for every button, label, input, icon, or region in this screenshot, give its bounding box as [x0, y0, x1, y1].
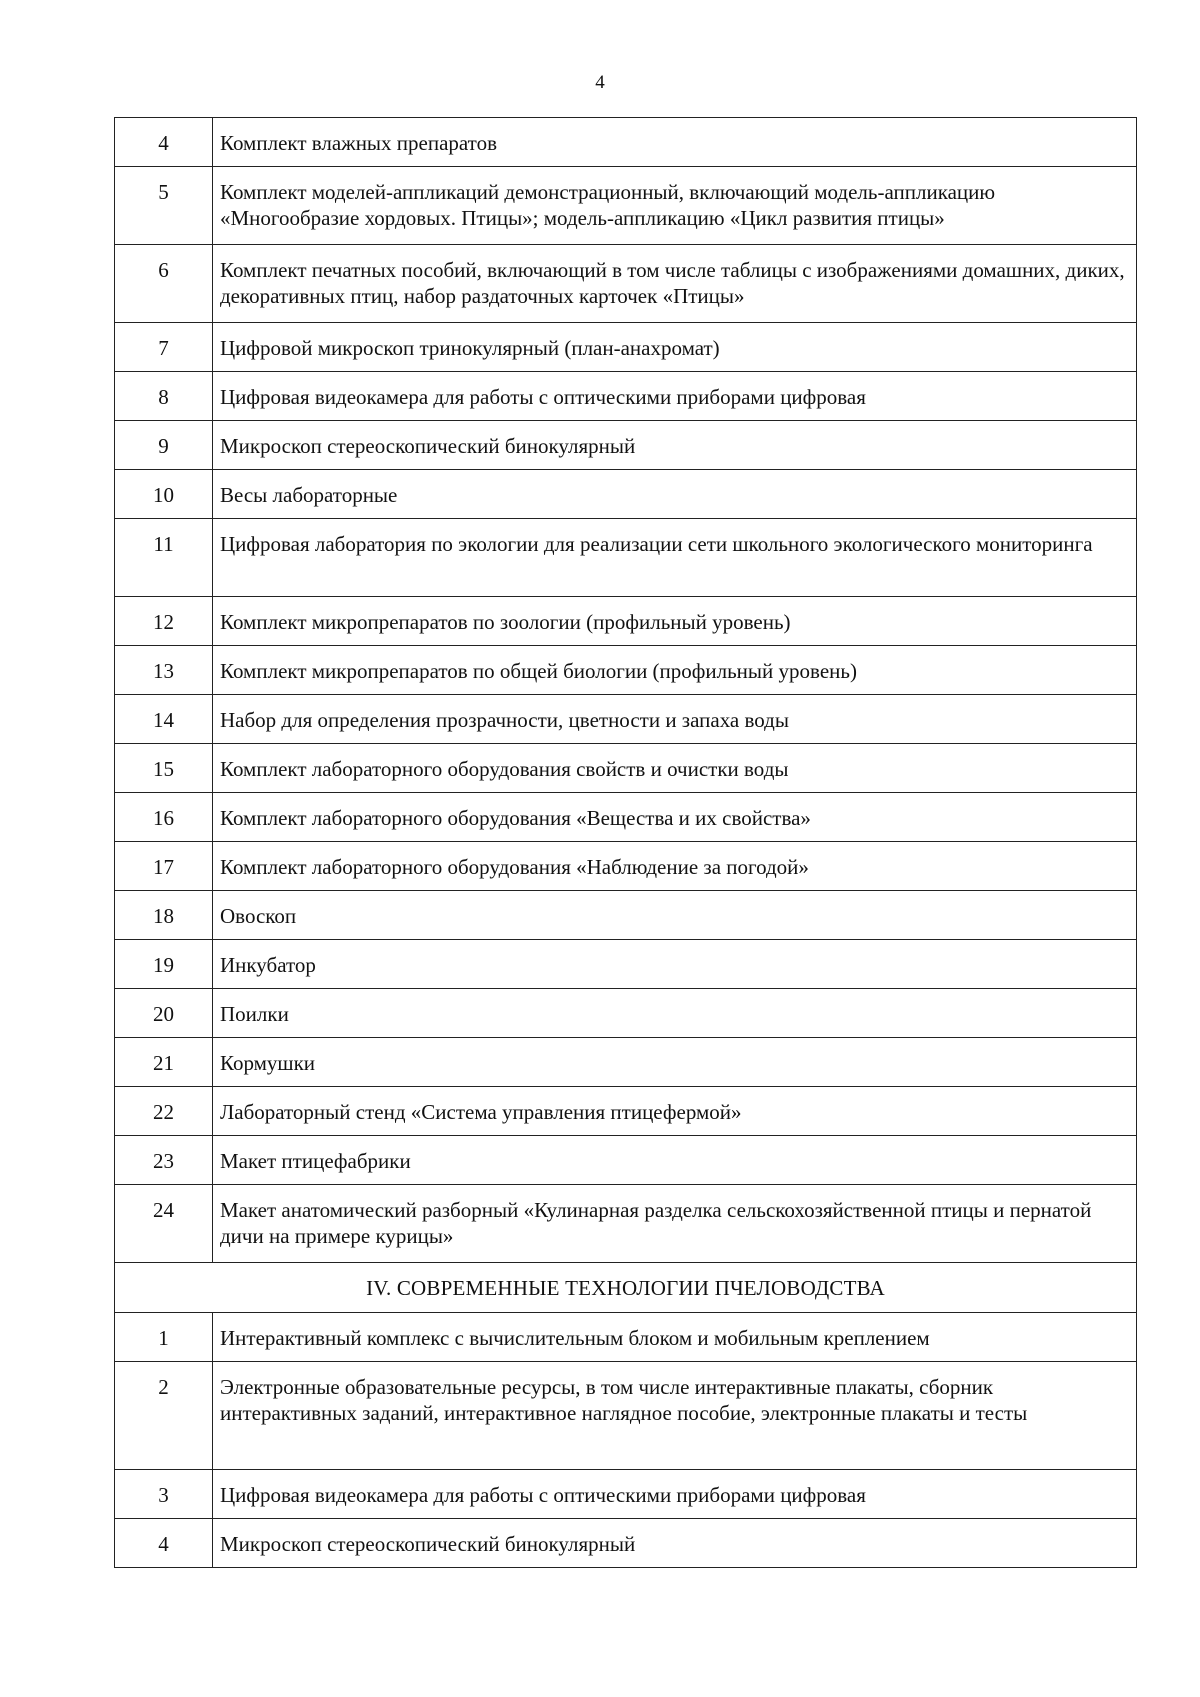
page-number: 4: [595, 72, 605, 93]
table-row: [115, 118, 1137, 167]
table-row: [115, 891, 1137, 940]
table-row: [115, 1038, 1137, 1087]
row-number: 13: [115, 646, 213, 695]
item-name: Комплект микропрепаратов по зоологии (профильный уровень): [213, 597, 1137, 646]
row-number: 5: [115, 167, 213, 245]
item-name: Комплект влажных препаратов: [213, 118, 1137, 167]
equipment-table: [114, 117, 1137, 1568]
table-row: [115, 470, 1137, 519]
item-name: Комплект печатных пособий, включающий в том числе таблицы с изображениями домашних, диких, декоративных птиц, набор раздаточных карточек «Птицы»: [213, 245, 1137, 323]
table-row: [115, 646, 1137, 695]
item-name: Инкубатор: [213, 940, 1137, 989]
row-number: 23: [115, 1136, 213, 1185]
table-row: [115, 323, 1137, 372]
row-number: 15: [115, 744, 213, 793]
item-name: Комплект микропрепаратов по общей биологии (профильный уровень): [213, 646, 1137, 695]
row-number: 9: [115, 421, 213, 470]
row-number: 20: [115, 989, 213, 1038]
table-row: [115, 1470, 1137, 1519]
row-number: 24: [115, 1185, 213, 1263]
item-name: Поилки: [213, 989, 1137, 1038]
item-name: Цифровая лаборатория по экологии для реализации сети школьного экологического мониторинга: [213, 519, 1137, 597]
item-name: Макет птицефабрики: [213, 1136, 1137, 1185]
item-name: Интерактивный комплекс с вычислительным блоком и мобильным креплением: [213, 1313, 1137, 1362]
row-number: 10: [115, 470, 213, 519]
table-row: [115, 1136, 1137, 1185]
item-name: Комплект моделей-аппликаций демонстрационный, включающий модель-аппликацию «Многообразие хордовых. Птицы»; модель-аппликацию «Цикл развития птицы»: [213, 167, 1137, 245]
item-name: Комплект лабораторного оборудования свойств и очистки воды: [213, 744, 1137, 793]
row-number: 18: [115, 891, 213, 940]
table-row: [115, 989, 1137, 1038]
item-name: Комплект лабораторного оборудования «Вещества и их свойства»: [213, 793, 1137, 842]
row-number: 7: [115, 323, 213, 372]
table-row: [115, 842, 1137, 891]
table-row: [115, 1313, 1137, 1362]
table-row: [115, 1362, 1137, 1470]
item-name: Овоскоп: [213, 891, 1137, 940]
section-heading-row: [115, 1263, 1137, 1313]
item-name: Цифровая видеокамера для работы с оптическими приборами цифровая: [213, 372, 1137, 421]
table-row: [115, 940, 1137, 989]
row-number: 12: [115, 597, 213, 646]
item-name: Микроскоп стереоскопический бинокулярный: [213, 1519, 1137, 1568]
section-heading: IV. СОВРЕМЕННЫЕ ТЕХНОЛОГИИ ПЧЕЛОВОДСТВА: [115, 1263, 1137, 1313]
row-number: 14: [115, 695, 213, 744]
row-number: 11: [115, 519, 213, 597]
row-number: 4: [115, 118, 213, 167]
row-number: 22: [115, 1087, 213, 1136]
table-row: [115, 167, 1137, 245]
item-name: Кормушки: [213, 1038, 1137, 1087]
item-name: Цифровая видеокамера для работы с оптическими приборами цифровая: [213, 1470, 1137, 1519]
item-name: Микроскоп стереоскопический бинокулярный: [213, 421, 1137, 470]
row-number: 4: [115, 1519, 213, 1568]
row-number: 2: [115, 1362, 213, 1470]
table-row: [115, 1185, 1137, 1263]
table-row: [115, 519, 1137, 597]
row-number: 1: [115, 1313, 213, 1362]
table-row: [115, 695, 1137, 744]
row-number: 17: [115, 842, 213, 891]
row-number: 21: [115, 1038, 213, 1087]
table-row: [115, 421, 1137, 470]
table-row: [115, 597, 1137, 646]
row-number: 16: [115, 793, 213, 842]
item-name: Электронные образовательные ресурсы, в том числе интерактивные плакаты, сборник интерактивных заданий, интерактивное наглядное пособие, электронные плакаты и тесты: [213, 1362, 1137, 1470]
row-number: 3: [115, 1470, 213, 1519]
item-name: Комплект лабораторного оборудования «Наблюдение за погодой»: [213, 842, 1137, 891]
table-row: [115, 372, 1137, 421]
table-row: [115, 744, 1137, 793]
row-number: 8: [115, 372, 213, 421]
table-row: [115, 793, 1137, 842]
table-row: [115, 245, 1137, 323]
row-number: 6: [115, 245, 213, 323]
item-name: Цифровой микроскоп тринокулярный (план-анахромат): [213, 323, 1137, 372]
row-number: 19: [115, 940, 213, 989]
item-name: Набор для определения прозрачности, цветности и запаха воды: [213, 695, 1137, 744]
table-row: [115, 1087, 1137, 1136]
item-name: Весы лабораторные: [213, 470, 1137, 519]
table-row: [115, 1519, 1137, 1568]
item-name: Макет анатомический разборный «Кулинарная разделка сельскохозяйственной птицы и пернатой дичи на примере курицы»: [213, 1185, 1137, 1263]
item-name: Лабораторный стенд «Система управления птицефермой»: [213, 1087, 1137, 1136]
